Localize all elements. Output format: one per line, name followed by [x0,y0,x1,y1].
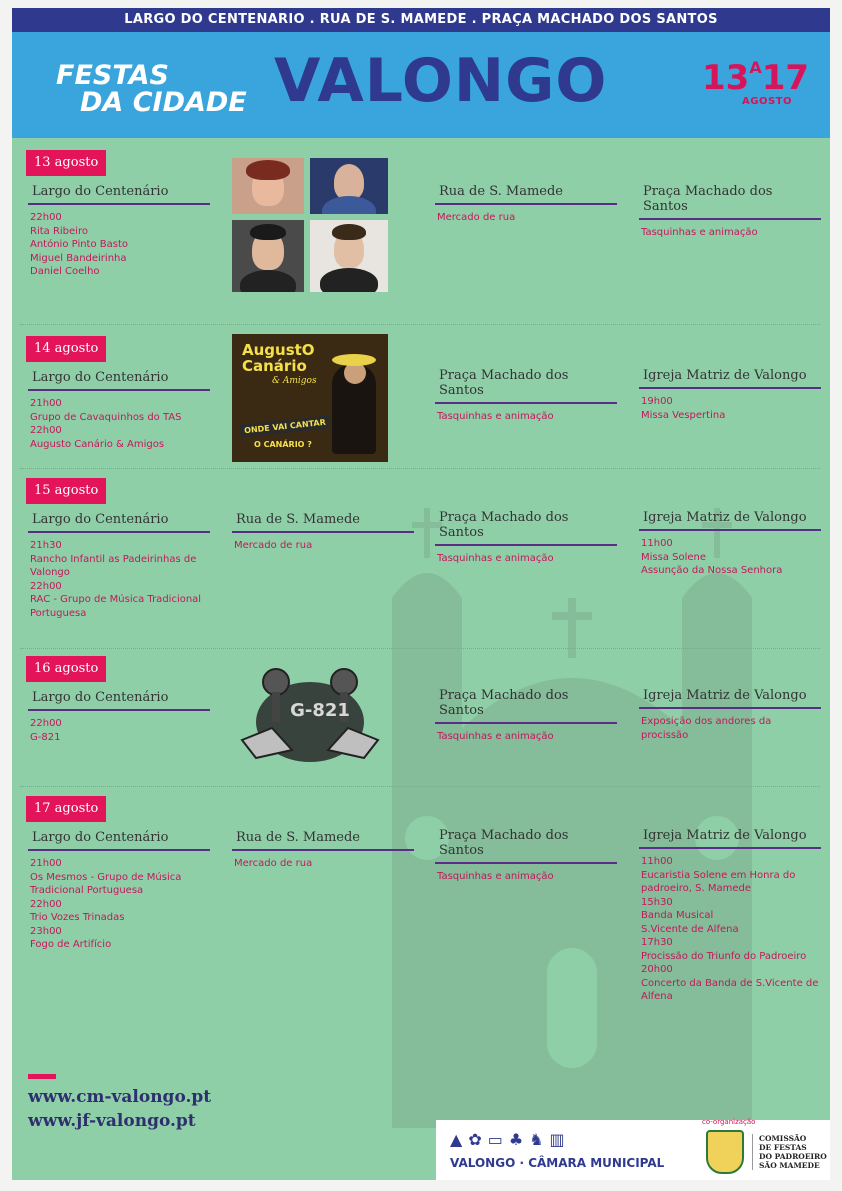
column-lines [639,855,821,1004]
augusto-canario-poster [232,334,388,462]
line: 22h00 [30,718,62,729]
section-divider [20,786,820,787]
column-title: Praça Machado dos Santos [435,368,617,404]
cyclist-icon: ♞ [529,1130,550,1149]
commission-line: DE FESTAS [759,1143,807,1152]
website-links [28,1074,211,1133]
column-lines [28,857,210,952]
line: 22h00 [30,580,62,592]
line: Tasquinhas e animação [641,227,758,238]
line: Grupo de Cavaquinhos do TAS [30,411,182,423]
line: Augusto Canário & Amigos [30,438,165,450]
day-tag-14: 14 agosto [26,336,106,362]
column-lines [639,226,821,240]
column-title: Igreja Matriz de Valongo [639,368,821,389]
festival-dates [702,58,810,107]
player-hat [332,354,376,366]
line: Mercado de rua [234,858,313,869]
line: Tasquinhas e animação [437,731,554,742]
line: 21h00 [30,398,62,409]
line: 21h00 [30,858,62,869]
municipal-icons [450,1130,571,1149]
line: 22h00 [30,425,62,436]
commission-line: COMISSÃO [759,1134,807,1143]
column-title: Rua de S. Mamede [232,830,414,851]
column-title: Largo do Centenário [28,690,210,711]
g821-logo-text: G-821 [290,700,350,721]
line: Tradicional Portuguesa [30,885,144,896]
link-jf-valongo[interactable]: www.jf-valongo.pt [28,1111,196,1131]
line: 22h00 [30,212,62,223]
day14-praca-column [435,368,617,424]
column-lines [435,410,617,424]
column-title: Praça Machado dos Santos [435,510,617,546]
artist-photo-daniel-coelho [310,220,388,292]
footer-logos [436,1120,830,1180]
line: Rita Ribeiro [30,225,88,237]
day13-rua-column [435,184,617,225]
column-title: Igreja Matriz de Valongo [639,688,821,709]
column-lines [435,870,617,884]
artist-photo-rita-ribeiro [232,158,304,214]
accent-bar [28,1074,56,1079]
line: Banda Musical [641,910,714,921]
day15-rua-column [232,512,414,553]
line: Procissão do Triunfo do Padroeiro [641,950,807,962]
line: S.Vicente de Alfena [641,923,739,935]
line: 23h00 [30,925,62,937]
day-tag-15: 15 agosto [26,478,106,504]
poster [12,8,830,1180]
column-lines [639,395,821,422]
day16-igreja-column [639,688,821,742]
date-end: 17 [761,58,810,98]
line: Assunção da Nossa Senhora [641,565,783,576]
column-title: Largo do Centenário [28,184,210,205]
line: Alfena [641,991,673,1002]
artist-photo-miguel-bandeirinha [232,220,304,292]
day-tag-16: 16 agosto [26,656,106,682]
line: Rancho Infantil as Padeirinhas de [30,553,197,565]
day14-largo-column [28,370,210,451]
day-tag-17: 17 agosto [26,796,106,822]
column-title: Rua de S. Mamede [435,184,617,205]
building-icon: ▥ [549,1130,571,1149]
augusto-subtitle: & Amigos [272,376,317,386]
day17-praca-column [435,828,617,884]
line: procissão [641,729,689,741]
day17-largo-column [28,830,210,952]
column-lines [639,537,821,578]
co-organization-label: co-organização [702,1118,756,1126]
line: 11h00 [641,538,673,549]
person-icon: ♣ [508,1130,530,1149]
column-lines [28,717,210,744]
commission-line: DO PADROEIRO [759,1152,827,1161]
line: Tasquinhas e animação [437,411,554,422]
festival-commission [752,1134,827,1170]
line: RAC - Grupo de Música Tradicional [30,594,202,605]
church-watermark-icon [362,508,782,1128]
day-tag-13: 13 agosto [26,150,106,176]
day13-praca-column [639,184,821,240]
line: 11h00 [641,856,673,867]
line: 22h00 [30,898,62,910]
column-title: Igreja Matriz de Valongo [639,828,821,849]
column-title: Rua de S. Mamede [232,512,414,533]
link-cm-valongo[interactable]: www.cm-valongo.pt [28,1087,212,1107]
column-lines [435,552,617,566]
day17-rua-column [232,830,414,871]
line: Daniel Coelho [30,266,100,277]
page-title: VALONGO [274,46,608,116]
line: Mercado de rua [234,540,313,551]
date-start: 13 [702,58,750,98]
mountain-icon: ▲ [450,1130,469,1149]
festas-da-cidade-logo [56,62,247,116]
column-lines [28,211,210,279]
line: G-821 [30,731,61,743]
column-title: Igreja Matriz de Valongo [639,510,821,531]
line: 20h00 [641,964,673,975]
municipality-logo-text: VALONGO · CÂMARA MUNICIPAL [450,1156,665,1170]
augusto-banner2: O CANÁRIO ? [254,440,312,449]
line: Tasquinhas e animação [437,871,554,882]
line: Portuguesa [30,607,87,619]
header-banner [12,32,830,138]
column-lines [28,539,210,620]
line: António Pinto Basto [30,239,129,250]
line: Tasquinhas e animação [437,553,554,564]
festas-line2: DA CIDADE [80,87,247,118]
line: padroeiro, S. Mamede [641,883,751,894]
festas-line1: FESTAS [56,60,169,91]
column-title: Largo do Centenário [28,512,210,533]
day17-igreja-column [639,828,821,1004]
column-title: Praça Machado dos Santos [435,688,617,724]
top-location-bar: LARGO DO CENTENARIO . RUA DE S. MAMEDE . PRAÇA MACHADO DOS SANTOS [12,8,830,32]
artist-photo-antonio-pinto-basto [310,158,388,214]
column-title: Largo do Centenário [28,370,210,391]
column-lines [232,857,414,871]
date-month: AGOSTO [742,96,792,107]
section-divider [20,468,820,469]
line: 15h30 [641,896,673,908]
parish-crest-icon [706,1130,744,1174]
line: Eucaristia Solene em Honra do [641,869,796,881]
line: Trio Vozes Trinadas [30,912,125,923]
column-lines [435,730,617,744]
line: 17h30 [641,937,673,948]
line: Fogo de Artifício [30,939,112,950]
day16-largo-column [28,690,210,744]
day15-largo-column [28,512,210,620]
day13-largo-column [28,184,210,279]
column-lines [639,715,821,742]
column-lines [28,397,210,451]
line: Exposição dos andores da [641,716,772,727]
line: Concerto da Banda de S.Vicente de [641,977,819,989]
section-divider [20,324,820,325]
column-title: Praça Machado dos Santos [639,184,821,220]
column-lines [435,211,617,225]
column-lines [232,539,414,553]
augusto-title: AugustO Canário [242,341,315,375]
gear-icon: ✿ [468,1130,488,1149]
day14-igreja-column [639,368,821,422]
day16-praca-column [435,688,617,744]
line: Missa Solene [641,551,707,563]
commission-line: SÃO MAMEDE [759,1161,820,1170]
column-title: Praça Machado dos Santos [435,828,617,864]
section-divider [20,648,820,649]
date-sep: A [749,58,762,77]
day15-praca-column [435,510,617,566]
line: Missa Vespertina [641,409,726,421]
screen-icon: ▭ [487,1130,509,1149]
line: Valongo [30,567,70,578]
column-title: Largo do Centenário [28,830,210,851]
line: Miguel Bandeirinha [30,252,127,264]
day15-igreja-column [639,510,821,578]
line: Mercado de rua [437,212,516,223]
line: 21h30 [30,540,62,551]
augusto-banner1: ONDE VAI CANTAR [240,415,331,437]
line: 19h00 [641,396,673,407]
line: Os Mesmos - Grupo de Música [30,871,182,883]
